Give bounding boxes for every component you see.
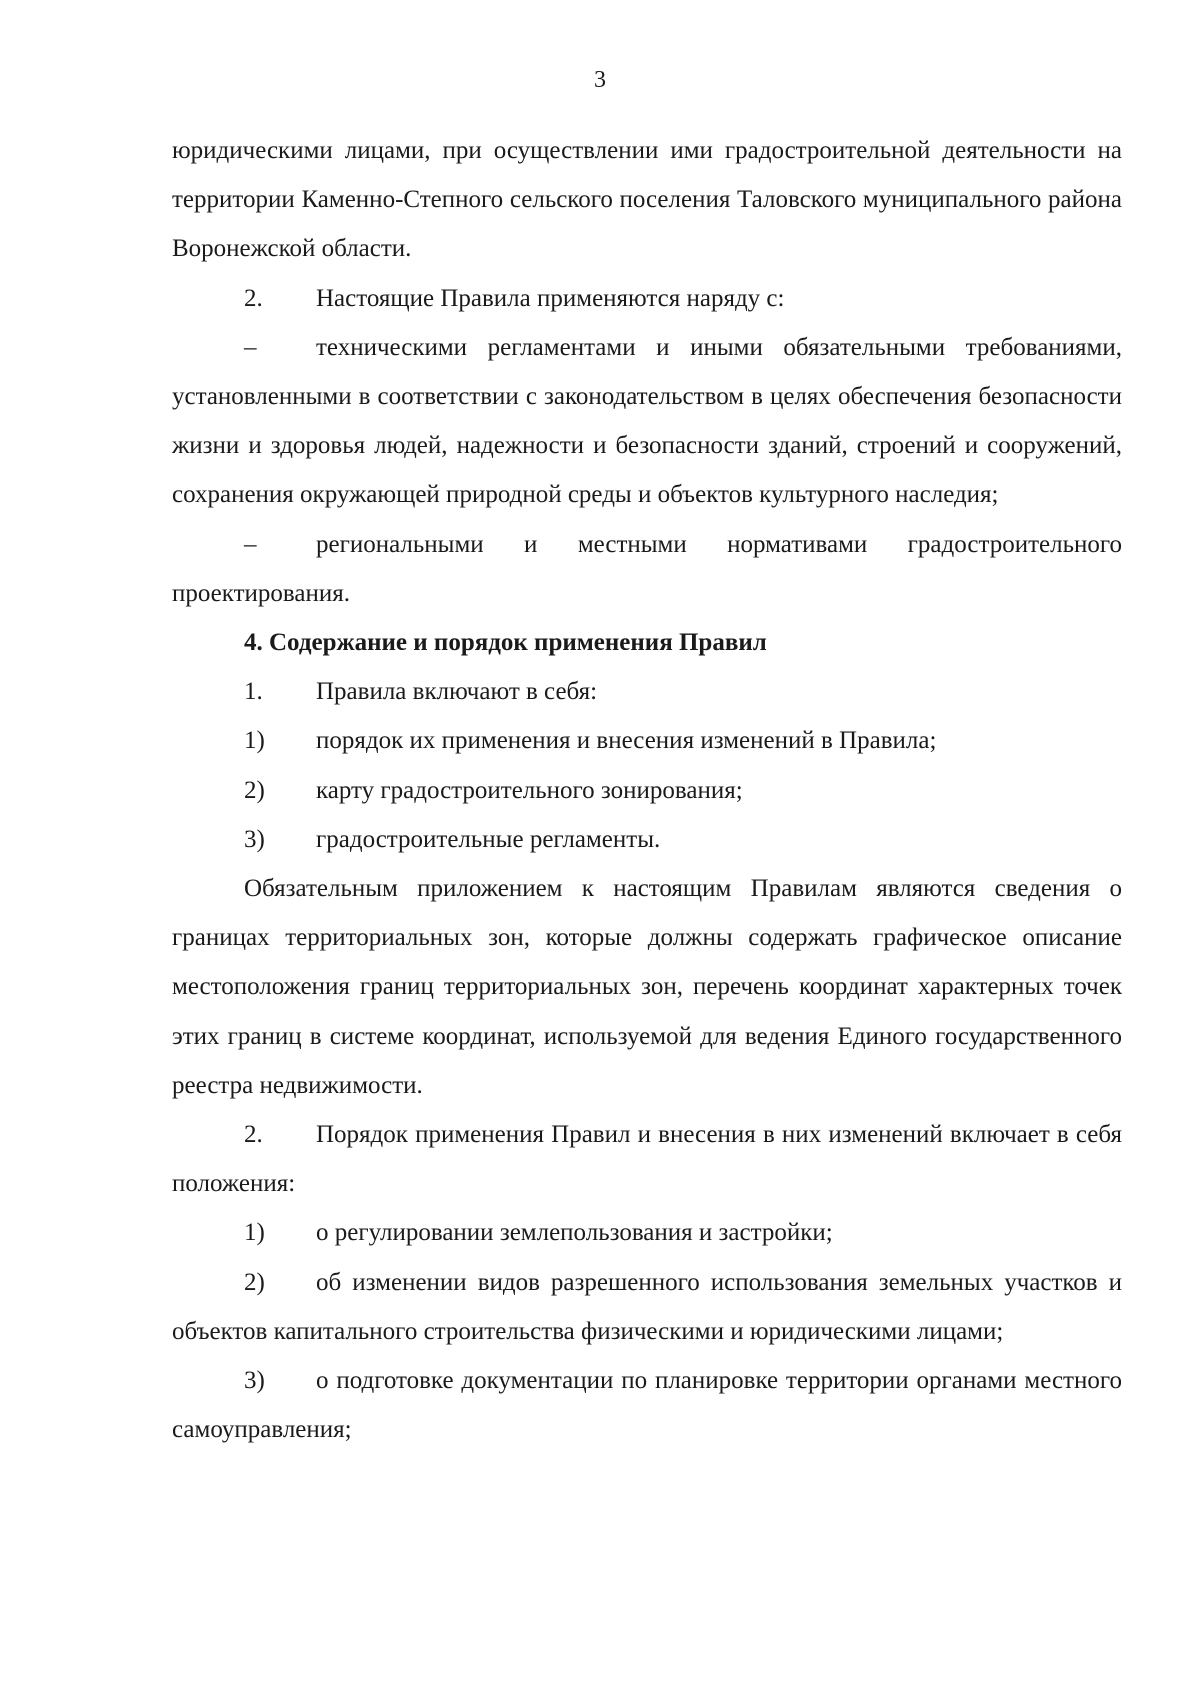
list-item (172, 716, 1122, 765)
document-body (172, 126, 1122, 1454)
list-item (172, 323, 1122, 520)
list-item-text: градостроительные регламенты. (316, 825, 661, 853)
list-item-text: об изменении видов разрешенного использования земельных участков и объектов капитального строительства физическими и юридическими лицами; (172, 1268, 1122, 1345)
list-marker: 2) (244, 776, 265, 804)
list-item (172, 520, 1122, 618)
list-item (172, 766, 1122, 815)
list-item-text: Правила включают в себя: (316, 678, 598, 706)
page-number: 3 (594, 67, 606, 93)
list-item-text: Настоящие Правила применяются наряду с: (316, 284, 785, 312)
list-marker: 1) (244, 1219, 265, 1247)
list-item (172, 1356, 1122, 1454)
paragraph: юридическими лицами, при осуществлении ими градостроительной деятельности на территории Каменно-Степного сельского поселения Таловского муниципального района Воронежской области. (172, 137, 1122, 263)
list-item (172, 667, 1122, 716)
list-item-text: Порядок применения Правил и внесения в них изменений включает в себя положения: (172, 1121, 1122, 1198)
list-item (172, 1110, 1122, 1208)
list-item (172, 1258, 1122, 1356)
list-item-text: о подготовке документации по планировке территории органами местного самоуправления; (172, 1367, 1122, 1444)
list-item-text: техническими регламентами и иными обязательными требованиями, установленными в соответствии с законодательством в целях обеспечения безопасности жизни и здоровья людей, надежности и безопасности зданий, строений и сооружений, сохранения окружающей природной среды и объектов культурного наследия; (172, 333, 1122, 509)
list-marker: 2) (244, 1268, 265, 1296)
list-marker: 2. (244, 1121, 263, 1149)
list-item (172, 274, 1122, 323)
list-marker: 1) (244, 727, 265, 755)
paragraph: Обязательным приложением к настоящим Правилам являются сведения о границах территориальных зон, которые должны содержать графическое описание местоположения границ территориальных зон, перечень координат характерных точек этих границ в системе координат, используемой для ведения Единого государственного реестра недвижимости. (172, 875, 1122, 1099)
list-marker: 3) (244, 825, 265, 853)
list-item-text: о регулировании землепользования и застройки; (316, 1219, 833, 1247)
section-heading: 4. Содержание и порядок применения Правил (244, 629, 767, 657)
list-item (172, 1208, 1122, 1257)
dash-marker: – (244, 333, 257, 361)
list-marker: 2. (244, 284, 263, 312)
dash-marker: – (244, 530, 257, 558)
list-marker: 1. (244, 678, 263, 706)
list-item-text: порядок их применения и внесения изменений в Правила; (316, 727, 937, 755)
list-item (172, 815, 1122, 864)
list-item-text: карту градостроительного зонирования; (316, 776, 743, 804)
list-item-text: региональными и местными нормативами градостроительного проектирования. (172, 530, 1122, 607)
list-marker: 3) (244, 1367, 265, 1395)
